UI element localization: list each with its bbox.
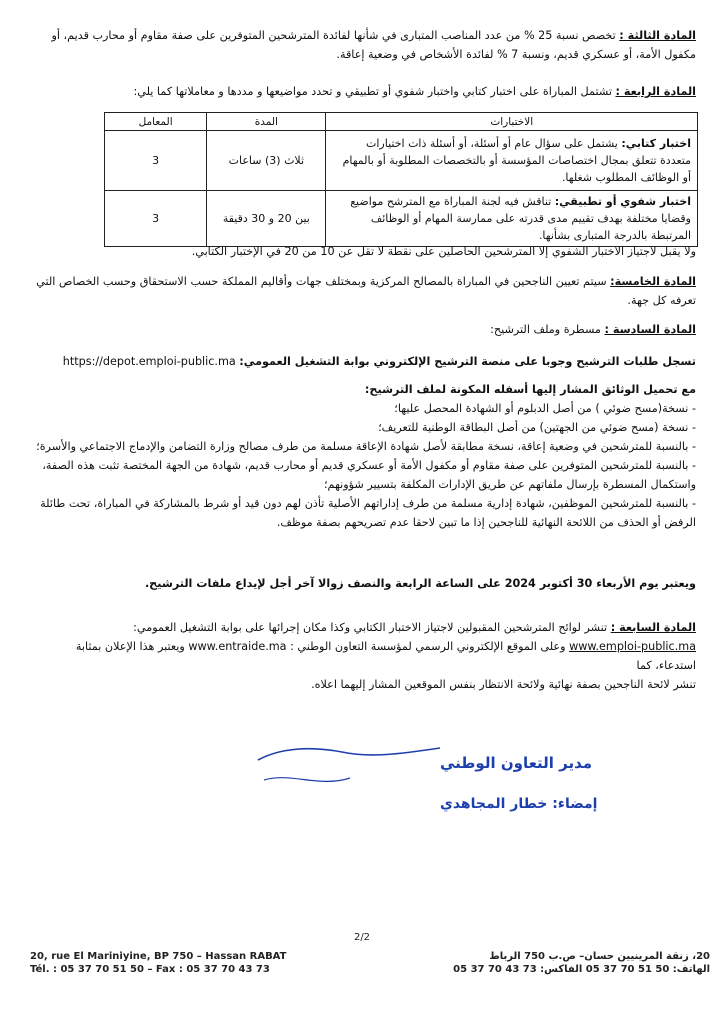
article-7-line3: تنشر لائحة الناجحين بصفة نهائية ولائحة الانتظار بنفس الموقعين المشار إليهما اعلاه. [311,678,696,691]
oral-exam-title: اختبار شفوي أو تطبيقي: [554,195,691,208]
oral-threshold-note [32,242,696,261]
deadline [32,574,696,593]
oral-exam-cell [326,191,698,247]
header-duration: المدة [207,113,326,131]
exams-table-header [105,113,698,131]
article-3 [32,26,696,64]
article-3-label: المادة الثالثة : [619,29,696,42]
written-exam-coefficient: 3 [105,131,207,191]
footer-address-fr-line1: 20, rue El Mariniyine, BP 750 – Hassan RABAT [30,951,287,962]
signature-name: إمضاء: خطار المجاهدي [440,796,598,812]
footer-address-ar-line1: 20، زنقة المرينيين حسان– ص.ب 750 الرباط [489,951,710,962]
article-4-text: تشتمل المباراة على اختبار كتابي واختبار شفوي أو تطبيقي و تحدد مواضيعها و مددها و معاملاتها كما يلي: [133,85,612,98]
oral-threshold-text: ولا يقبل لاجتياز الاختبار الشفوي إلا المترشحين الحاصلين على نقطة لا تقل عن 10 من 20 في الإختبار الكتابي. [191,245,696,258]
article-7 [32,618,696,694]
article-6-label: المادة السادسة : [604,323,696,336]
article-7-label: المادة السابعة : [610,621,696,634]
registration-text: تسجل طلبات الترشيح وجوبا على منصة الترشيح الإلكتروني بوابة التشغيل العمومي: [239,355,696,368]
header-coefficient: المعامل [105,113,207,131]
written-exam-duration: ثلاث (3) ساعات [207,131,326,191]
written-exam-cell [326,131,698,191]
documents-heading: مع تحميل الوثائق المشار إليها أسفله المكونة لملف الترشيح: [364,383,696,396]
table-row [105,191,698,247]
article-5-label: المادة الخامسة: [610,275,696,288]
article-6 [32,320,696,339]
article-5-text: سيتم تعيين الناجحين في المباراة بالمصالح المركزية وبمختلف جهات وأقاليم المملكة حسب الاستحقاق وحسب الخصاص التي تعرفه كل جهة. [36,275,696,307]
article-7-text: تنشر لوائح المترشحين المقبولين لاجتياز الاختبار الكتابي وكذا مكان إجرائها على بوابة التشغيل العمومي: [133,621,608,634]
page-number: 2/2 [353,932,371,943]
oral-exam-text: تناقش فيه لجنة المباراة مع المترشح مواضيع وقضايا مختلفة بهدف تقييم مدى قدرته على ممارسة المهام أو الوظائف المرتبطة بالدرجة المتبارى بشأنها. [350,195,691,242]
article-5 [32,272,696,310]
registration [32,352,696,371]
table-row [105,131,698,191]
written-exam-title: اختبار كتابي: [621,137,691,150]
list-item: - بالنسبة للمترشحين الموظفين، شهادة إدارية مسلمة من طرف إداراتهم الأصلية تأذن لهم دون قيد أو شرط بالمشاركة في المباراة، تحت طائلة الرفض أو الحذف من اللائحة النهائية للناجحين إذا ما تبين لاحقا عدم تصريحهم بصفة موظف. [40,497,696,529]
list-item: - بالنسبة للمترشحين المتوفرين على صفة مقاوم أو مكفول الأمة أو عسكري قديم أو محارب قديم، شهادة من الجهة المختصة تثبت هذه الصفة، واستكمال المسطرة بإرسال ملفاتهم عن طريق الإدارات المكلفة بتسيير شؤونهم؛ [42,459,696,491]
signature-flourish [258,748,440,760]
emploi-public-link[interactable]: www.emploi-public.ma [569,640,696,653]
documents-list [32,380,696,532]
article-7-mid: وعلى الموقع الإلكتروني الرسمي لمؤسسة التعاون الوطني : [290,640,566,653]
list-item: - نسخة (مسح ضوئي من الجهتين) من أصل البطاقة الوطنية للتعريف؛ [378,421,696,434]
written-exam-text: يشتمل على سؤال عام أو أسئلة، أو أسئلة ذات اختيارات متعددة تتعلق بمجال اختصاصات المؤسسة أو بالتخصصات المطلوبة أو بالمهام أو الوظائف المطلوب شغلها. [342,137,691,184]
entraide-link[interactable]: www.entraide.ma [188,640,287,653]
article-6-text: مسطرة وملف الترشيح: [490,323,601,336]
footer-address-fr [30,950,286,976]
footer-contact-ar-line2: الهاتف: 50 51 70 37 05 الفاكس: 73 43 70 37 05 [453,964,710,975]
footer-contact-fr-line2: Tél. : 05 37 70 51 50 – Fax : 05 37 70 43 73 [30,964,270,975]
registration-link[interactable]: https://depot.emploi-public.ma [62,355,236,368]
footer-address-ar [453,950,710,976]
article-7-after: ويعتبر هذا الإعلان بمثابة استدعاء، كما [75,640,696,672]
deadline-text: ويعتبر يوم الأربعاء 30 أكتوبر 2024 على الساعة الرابعة والنصف زوالا آخر أجل لإيداع ملفات الترشيح. [144,577,696,590]
signature-title: مدير التعاون الوطني [440,754,593,772]
list-item: - نسخة(مسح ضوئي ) من أصل الدبلوم أو الشهادة المحصل عليها؛ [394,402,696,415]
signature-stamp [250,742,598,822]
oral-exam-coefficient: 3 [105,191,207,247]
signature-swoosh [264,778,350,782]
oral-exam-duration: بين 20 و 30 دقيقة [207,191,326,247]
article-4 [32,82,696,101]
exams-table [104,112,698,247]
header-exams: الاختبارات [326,113,698,131]
article-4-label: المادة الرابعة : [615,85,696,98]
article-3-text: تخصص نسبة 25 % من عدد المناصب المتبارى في شأنها لفائدة المترشحين المتوفرين على صفة مقاوم أو محارب قديم، أو مكفول الأمة، أو عسكري قديم، ونسبة 7 % لفائدة الأشخاص في وضعية إعاقة. [51,29,696,61]
list-item: - بالنسبة للمترشحين في وضعية إعاقة، نسخة مطابقة لأصل شهادة الإعاقة مسلمة من طرف مصالح وزارة التضامن والإدماج الاجتماعي والأسرة؛ [36,440,696,453]
